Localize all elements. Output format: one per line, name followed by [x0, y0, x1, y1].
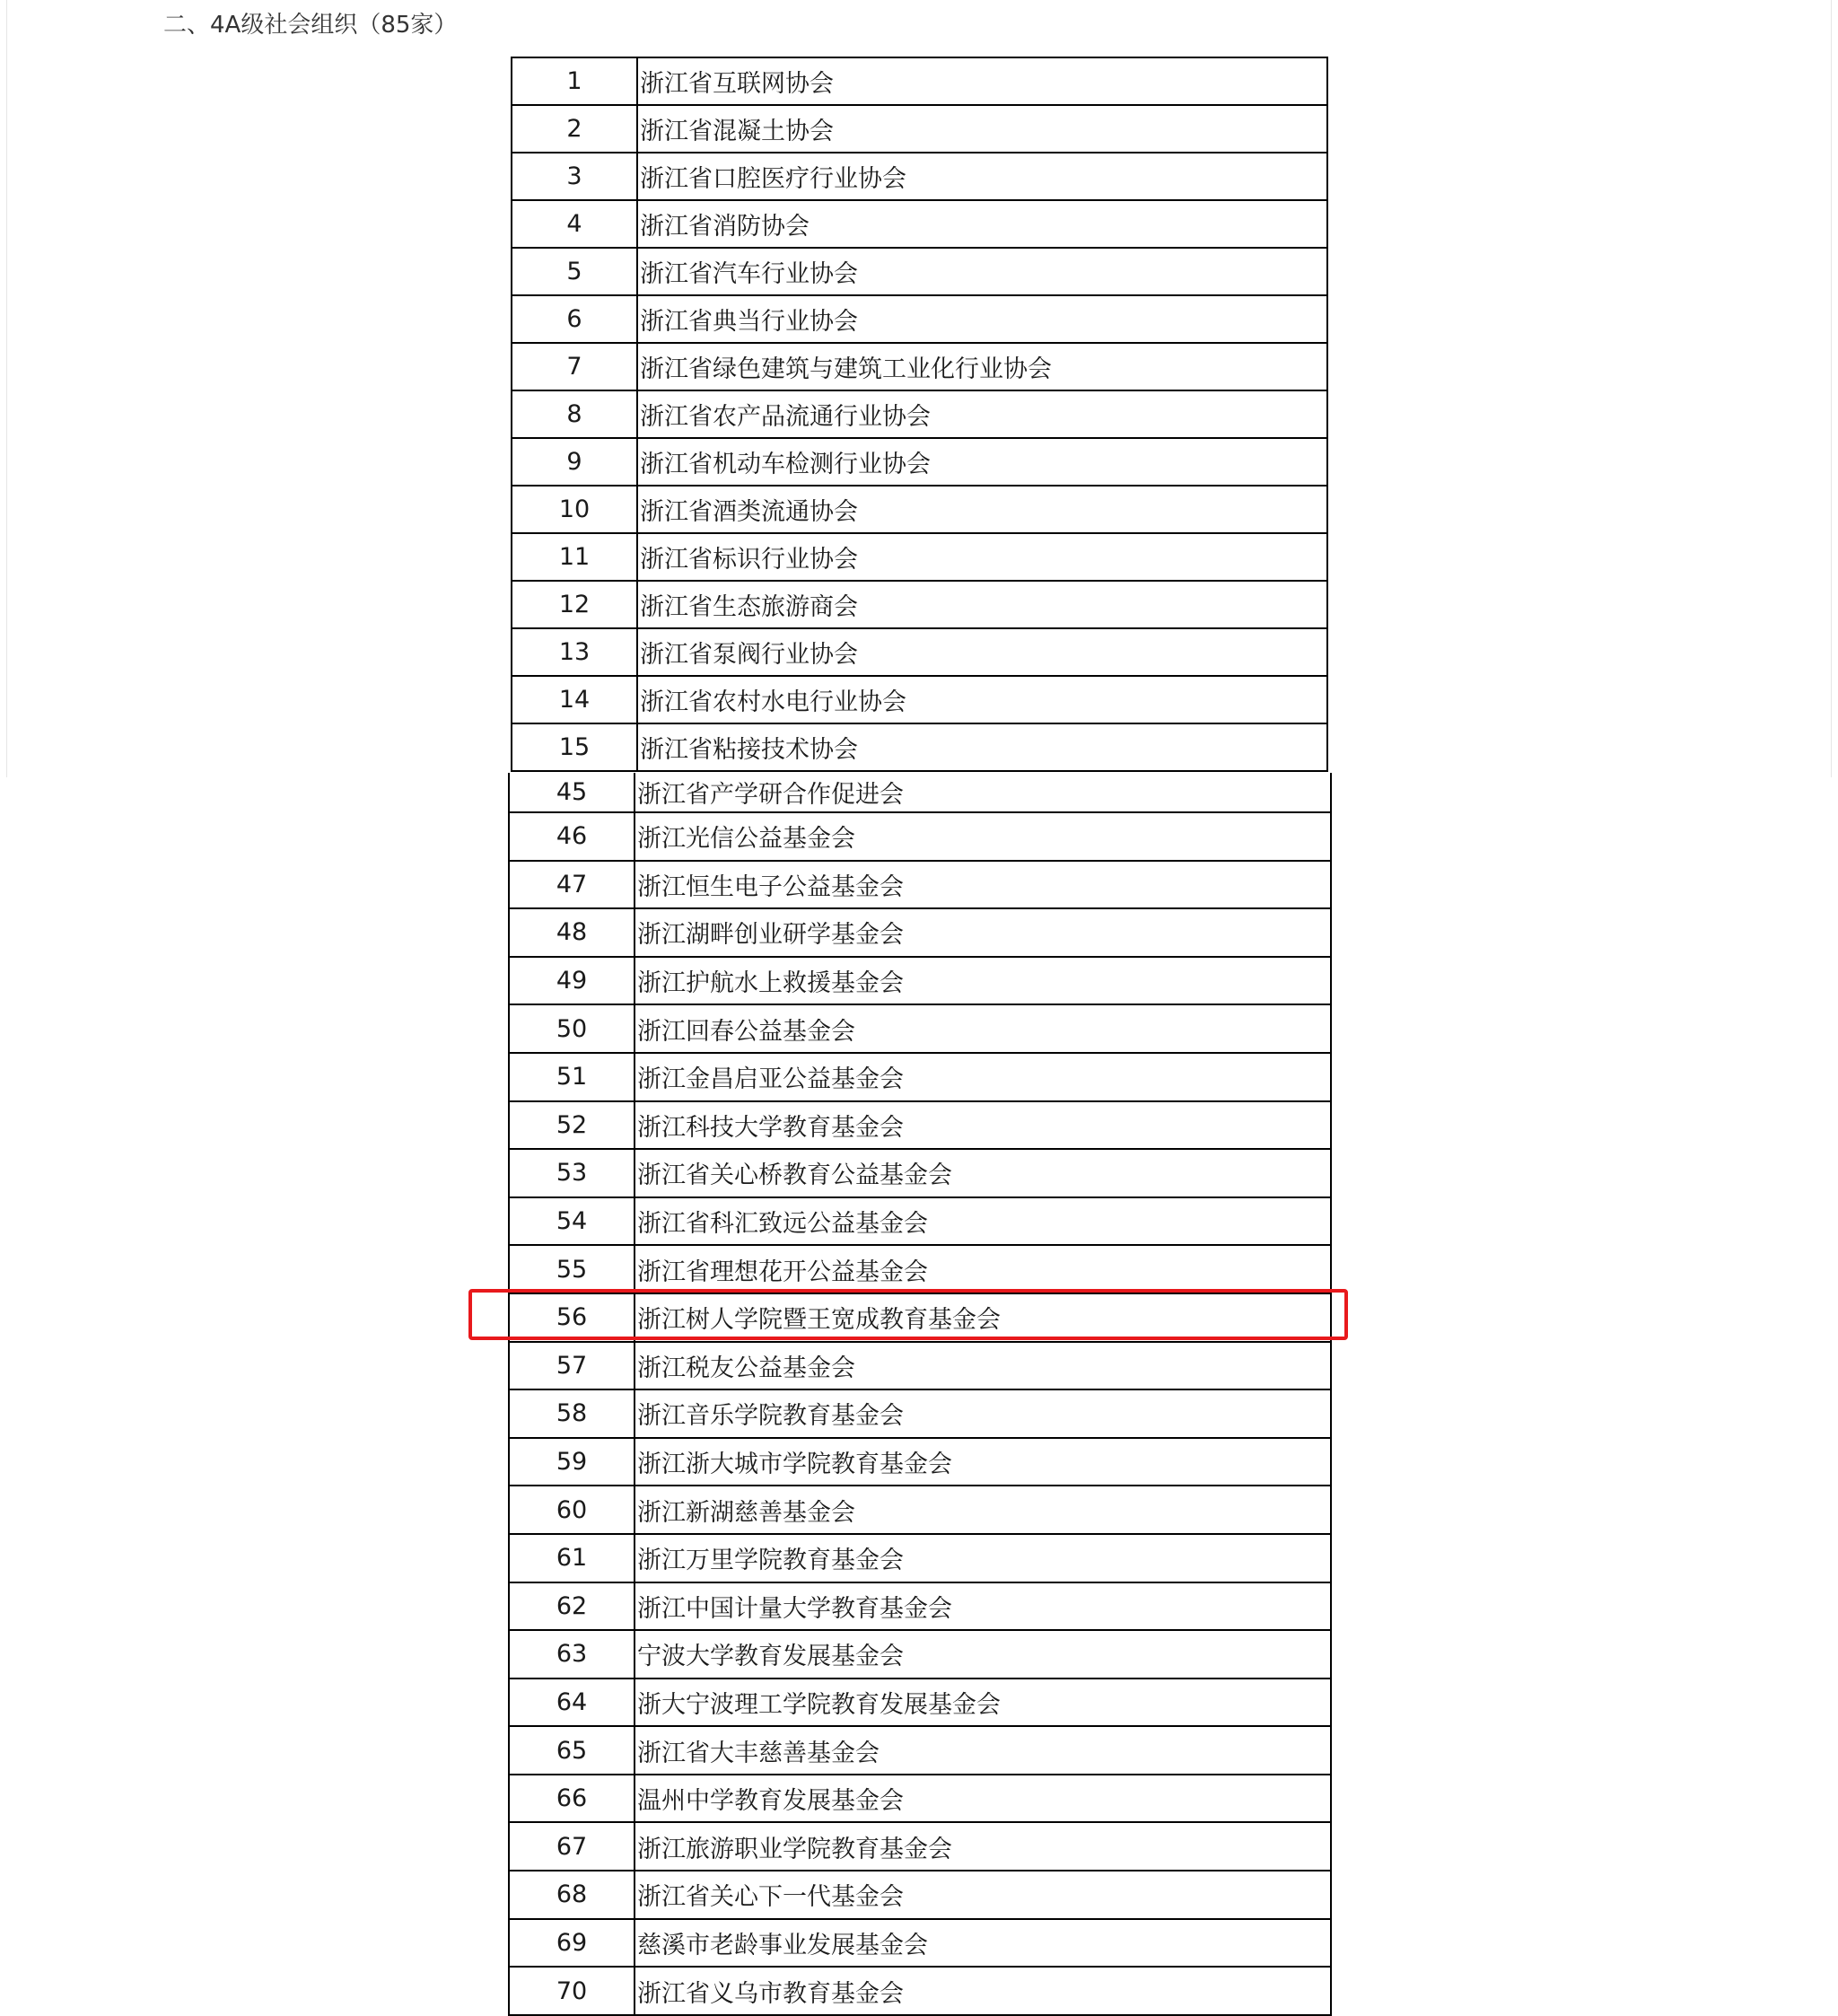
table-row [512, 438, 1327, 486]
table-row [509, 1534, 1331, 1582]
org-table-top [511, 57, 1328, 772]
organization-name: 浙江恒生电子公益基金会 [635, 861, 1331, 909]
organization-name: 浙江树人学院暨王宽成教育基金会 [635, 1293, 1331, 1342]
row-number: 2 [512, 105, 637, 153]
table-row [509, 1775, 1331, 1823]
row-number: 10 [512, 486, 637, 533]
row-number: 64 [509, 1679, 635, 1727]
row-number: 69 [509, 1919, 635, 1968]
organization-name: 浙大宁波理工学院教育发展基金会 [635, 1679, 1331, 1727]
organization-name: 浙江省混凝土协会 [637, 105, 1327, 153]
row-number: 47 [509, 861, 635, 909]
row-number: 9 [512, 438, 637, 486]
row-number: 70 [509, 1967, 635, 2015]
organization-name: 浙江省汽车行业协会 [637, 248, 1327, 295]
table-row [512, 200, 1327, 248]
table-row [509, 1582, 1331, 1631]
organization-name: 浙江省机动车检测行业协会 [637, 438, 1327, 486]
organization-name: 浙江省互联网协会 [637, 57, 1327, 105]
row-number: 5 [512, 248, 637, 295]
row-number: 68 [509, 1871, 635, 1919]
table-row [509, 861, 1331, 909]
organization-name: 浙江音乐学院教育基金会 [635, 1389, 1331, 1438]
org-table-bottom [508, 773, 1332, 2016]
row-number: 59 [509, 1438, 635, 1486]
organization-name: 浙江省产学研合作促进会 [635, 773, 1331, 812]
row-number: 60 [509, 1486, 635, 1534]
row-number: 46 [509, 812, 635, 861]
organization-name: 浙江税友公益基金会 [635, 1342, 1331, 1390]
organization-name: 浙江省大丰慈善基金会 [635, 1726, 1331, 1775]
row-number: 13 [512, 628, 637, 676]
table-row [509, 1245, 1331, 1293]
organization-name: 浙江省粘接技术协会 [637, 723, 1327, 771]
table-row [512, 676, 1327, 723]
row-number: 6 [512, 295, 637, 343]
table-row [512, 105, 1327, 153]
organization-name: 浙江湖畔创业研学基金会 [635, 908, 1331, 957]
table-row [512, 723, 1327, 771]
table-row [509, 1679, 1331, 1727]
organization-name: 浙江省科汇致远公益基金会 [635, 1197, 1331, 1246]
organization-name: 浙江省义乌市教育基金会 [635, 1967, 1331, 2015]
organization-name: 浙江光信公益基金会 [635, 812, 1331, 861]
section-heading: 二、4A级社会组织（85家） [163, 12, 458, 39]
row-number: 58 [509, 1389, 635, 1438]
organization-name: 浙江回春公益基金会 [635, 1004, 1331, 1053]
organization-name: 浙江金昌启亚公益基金会 [635, 1053, 1331, 1101]
table-row [512, 57, 1327, 105]
table-row [512, 628, 1327, 676]
row-number: 4 [512, 200, 637, 248]
organization-name: 浙江省生态旅游商会 [637, 581, 1327, 628]
organization-name: 浙江护航水上救援基金会 [635, 957, 1331, 1005]
row-number: 57 [509, 1342, 635, 1390]
table-row [509, 1053, 1331, 1101]
row-number: 7 [512, 343, 637, 390]
row-number: 53 [509, 1149, 635, 1197]
organization-name: 宁波大学教育发展基金会 [635, 1630, 1331, 1679]
organization-name: 浙江万里学院教育基金会 [635, 1534, 1331, 1582]
row-number: 48 [509, 908, 635, 957]
organization-name: 浙江省标识行业协会 [637, 533, 1327, 581]
row-number: 49 [509, 957, 635, 1005]
row-number: 54 [509, 1197, 635, 1246]
organization-name: 浙江新湖慈善基金会 [635, 1486, 1331, 1534]
organization-name: 慈溪市老龄事业发展基金会 [635, 1919, 1331, 1968]
row-number: 63 [509, 1630, 635, 1679]
table-row [509, 1149, 1331, 1197]
table-row [509, 1101, 1331, 1150]
table-row [512, 153, 1327, 200]
table-row [512, 533, 1327, 581]
organization-name: 浙江省理想花开公益基金会 [635, 1245, 1331, 1293]
row-number: 67 [509, 1822, 635, 1871]
page-frame-left [6, 0, 7, 777]
organization-name: 浙江旅游职业学院教育基金会 [635, 1822, 1331, 1871]
row-number: 56 [509, 1293, 635, 1342]
organization-name: 浙江省农产品流通行业协会 [637, 390, 1327, 438]
table-row [509, 1871, 1331, 1919]
table-row [509, 957, 1331, 1005]
page-frame-right [1831, 0, 1832, 777]
row-number: 14 [512, 676, 637, 723]
organization-name: 浙江省关心下一代基金会 [635, 1871, 1331, 1919]
organization-name: 浙江省消防协会 [637, 200, 1327, 248]
row-number: 1 [512, 57, 637, 105]
table-row [509, 1919, 1331, 1968]
org-table-top-body [512, 57, 1327, 771]
table-row [509, 908, 1331, 957]
table-row [509, 1630, 1331, 1679]
table-row [512, 248, 1327, 295]
table-row [509, 1438, 1331, 1486]
organization-name: 浙江省口腔医疗行业协会 [637, 153, 1327, 200]
organization-name: 浙江中国计量大学教育基金会 [635, 1582, 1331, 1631]
row-number: 66 [509, 1775, 635, 1823]
row-number: 3 [512, 153, 637, 200]
organization-name: 浙江省泵阀行业协会 [637, 628, 1327, 676]
highlight-box [468, 1289, 1348, 1340]
row-number: 52 [509, 1101, 635, 1150]
organization-name: 浙江浙大城市学院教育基金会 [635, 1438, 1331, 1486]
organization-name: 浙江省绿色建筑与建筑工业化行业协会 [637, 343, 1327, 390]
row-number: 62 [509, 1582, 635, 1631]
organization-name: 浙江科技大学教育基金会 [635, 1101, 1331, 1150]
row-number: 8 [512, 390, 637, 438]
row-number: 65 [509, 1726, 635, 1775]
table-row [509, 1726, 1331, 1775]
row-number: 61 [509, 1534, 635, 1582]
table-row [509, 1004, 1331, 1053]
row-number: 45 [509, 773, 635, 812]
table-row [509, 812, 1331, 861]
organization-name: 温州中学教育发展基金会 [635, 1775, 1331, 1823]
row-number: 55 [509, 1245, 635, 1293]
organization-name: 浙江省农村水电行业协会 [637, 676, 1327, 723]
table-row [509, 1197, 1331, 1246]
table-row [512, 343, 1327, 390]
row-number: 15 [512, 723, 637, 771]
row-number: 50 [509, 1004, 635, 1053]
table-row [512, 390, 1327, 438]
table-row [509, 1822, 1331, 1871]
table-row [509, 1342, 1331, 1390]
organization-name: 浙江省典当行业协会 [637, 295, 1327, 343]
table-row [509, 1486, 1331, 1534]
organization-name: 浙江省酒类流通协会 [637, 486, 1327, 533]
row-number: 12 [512, 581, 637, 628]
row-number: 51 [509, 1053, 635, 1101]
table-row [509, 1389, 1331, 1438]
organization-name: 浙江省关心桥教育公益基金会 [635, 1149, 1331, 1197]
row-number: 11 [512, 533, 637, 581]
table-row [512, 486, 1327, 533]
org-table-bottom-body [509, 773, 1331, 2015]
table-row [512, 295, 1327, 343]
table-row [512, 581, 1327, 628]
table-row [509, 773, 1331, 812]
table-row [509, 1967, 1331, 2015]
